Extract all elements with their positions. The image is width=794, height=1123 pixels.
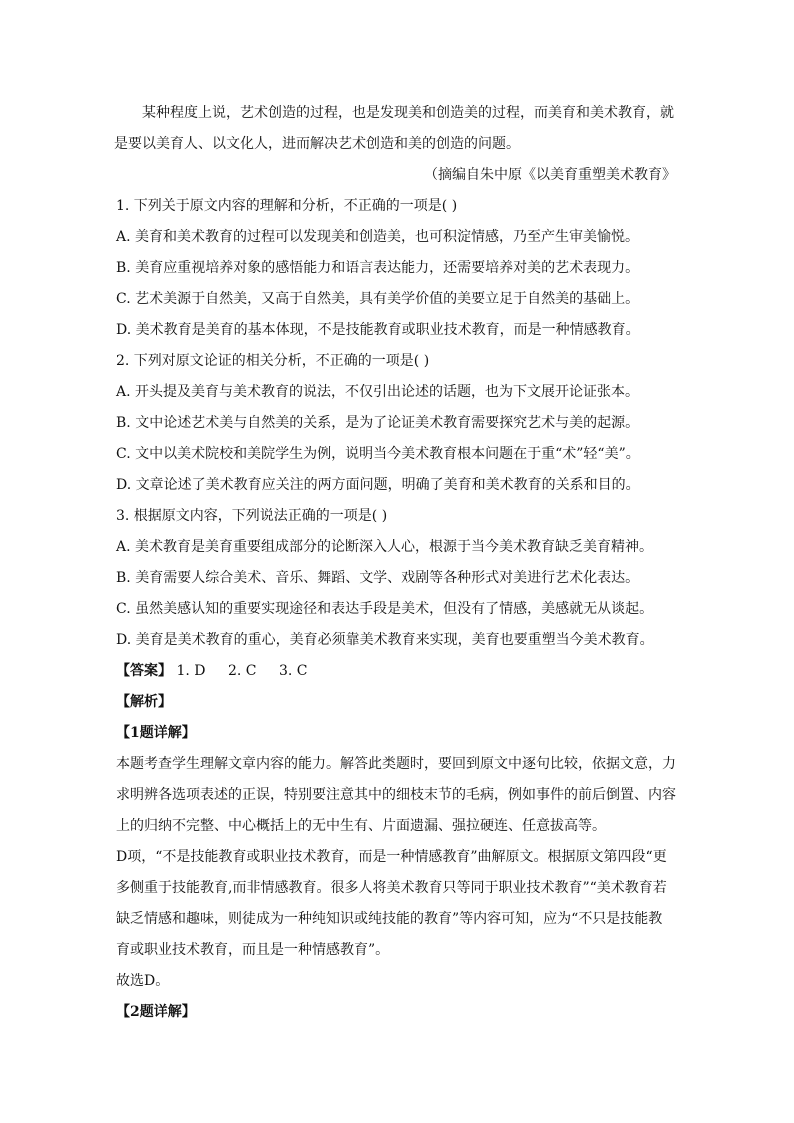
document-page xyxy=(116,98,676,1028)
question-2-stem: 2. 下列对原文论证的相关分析，不正确的一项是( ) xyxy=(116,353,430,369)
question-3-option-b: B. 美育需要人综合美术、音乐、舞蹈、文学、戏剧等各种形式对美进行艺术化表达。 xyxy=(116,570,640,586)
question-3-option-c: C. 虽然美感认知的重要实现途径和表达手段是美术，但没有了情感，美感就无从谈起。 xyxy=(116,601,654,617)
analysis-label: 【解析】 xyxy=(116,694,172,710)
question-2-option-a: A. 开头提及美育与美术教育的说法，不仅引出论述的话题，也为下文展开论证张本。 xyxy=(116,384,640,400)
question-1-analysis-label: 【1题详解】 xyxy=(116,725,196,741)
question-2-option-d: D. 文章论述了美术教育应关注的两方面问题，明确了美育和美术教育的关系和目的。 xyxy=(116,477,640,493)
question-2-option-c: C. 文中以美术院校和美院学生为例，说明当今美术教育根本问题在于重“术”轻“美”。 xyxy=(116,446,640,462)
question-1-option-d: D. 美术教育是美育的基本体现，不是技能教育或职业技术教育，而是一种情感教育。 xyxy=(116,322,640,338)
answer-item: 1. D xyxy=(176,663,206,679)
passage-source: （摘编自朱中原《以美育重塑美术教育》 xyxy=(424,167,676,183)
question-1-analysis-body: 本题考查学生理解文章内容的能力。解答此类题时，要回到原文中逐句比较，依据文意，力求明辨各选项表述的正误，特别要注意其中的细枝末节的毛病，例如事件的前后倒置、内容上的归纳不完整、中心概括上的无中生有、片面遗漏、强拉硬连、任意拔高等。 xyxy=(116,756,676,834)
question-2-option-b: B. 文中论述艺术美与自然美的关系，是为了论证美术教育需要探究艺术与美的起源。 xyxy=(116,415,640,431)
question-1-analysis-option-d: D项，“不是技能教育或职业技术教育，而是一种情感教育”曲解原文。根据原文第四段“更多侧重于技能教育,而非情感教育。很多人将美术教育只等同于职业技术教育”“美术教育若缺乏情感和趣味，则徒成为一种纯知识或纯技能的教育”等内容可知，应为“不只是技能教育或职业技术教育，而且是一种情感教育”。 xyxy=(116,849,667,958)
question-1-option-a: A. 美育和美术教育的过程可以发现美和创造美，也可积淀情感，乃至产生审美愉悦。 xyxy=(116,229,640,245)
question-1-option-c: C. 艺术美源于自然美，又高于自然美，具有美学价值的美要立足于自然美的基础上。 xyxy=(116,291,640,307)
answer-label: 【答案】 xyxy=(116,663,172,679)
question-3-option-a: A. 美术教育是美育重要组成部分的论断深入人心，根源于当今美术教育缺乏美育精神。 xyxy=(116,539,654,555)
passage-paragraph: 某种程度上说，艺术创造的过程，也是发现美和创造美的过程，而美育和美术教育，就是要以美育人、以文化人，进而解决艺术创造和美的创造的问题。 xyxy=(114,105,674,152)
question-1-stem: 1. 下列关于原文内容的理解和分析，不正确的一项是( ) xyxy=(116,198,458,214)
answer-line xyxy=(116,656,676,687)
question-1-answer-choice: 故选D。 xyxy=(116,973,170,989)
question-2-analysis-label: 【2题详解】 xyxy=(116,1004,196,1020)
question-3-stem: 3. 根据原文内容，下列说法正确的一项是( ) xyxy=(116,508,388,524)
question-3-option-d: D. 美育是美术教育的重心，美育必须靠美术教育来实现，美育也要重塑当今美术教育。 xyxy=(116,632,654,648)
answer-item: 2. C xyxy=(227,663,257,679)
question-1-option-b: B. 美育应重视培养对象的感悟能力和语言表达能力，还需要培养对美的艺术表现力。 xyxy=(116,260,640,276)
answer-item: 3. C xyxy=(278,663,308,679)
